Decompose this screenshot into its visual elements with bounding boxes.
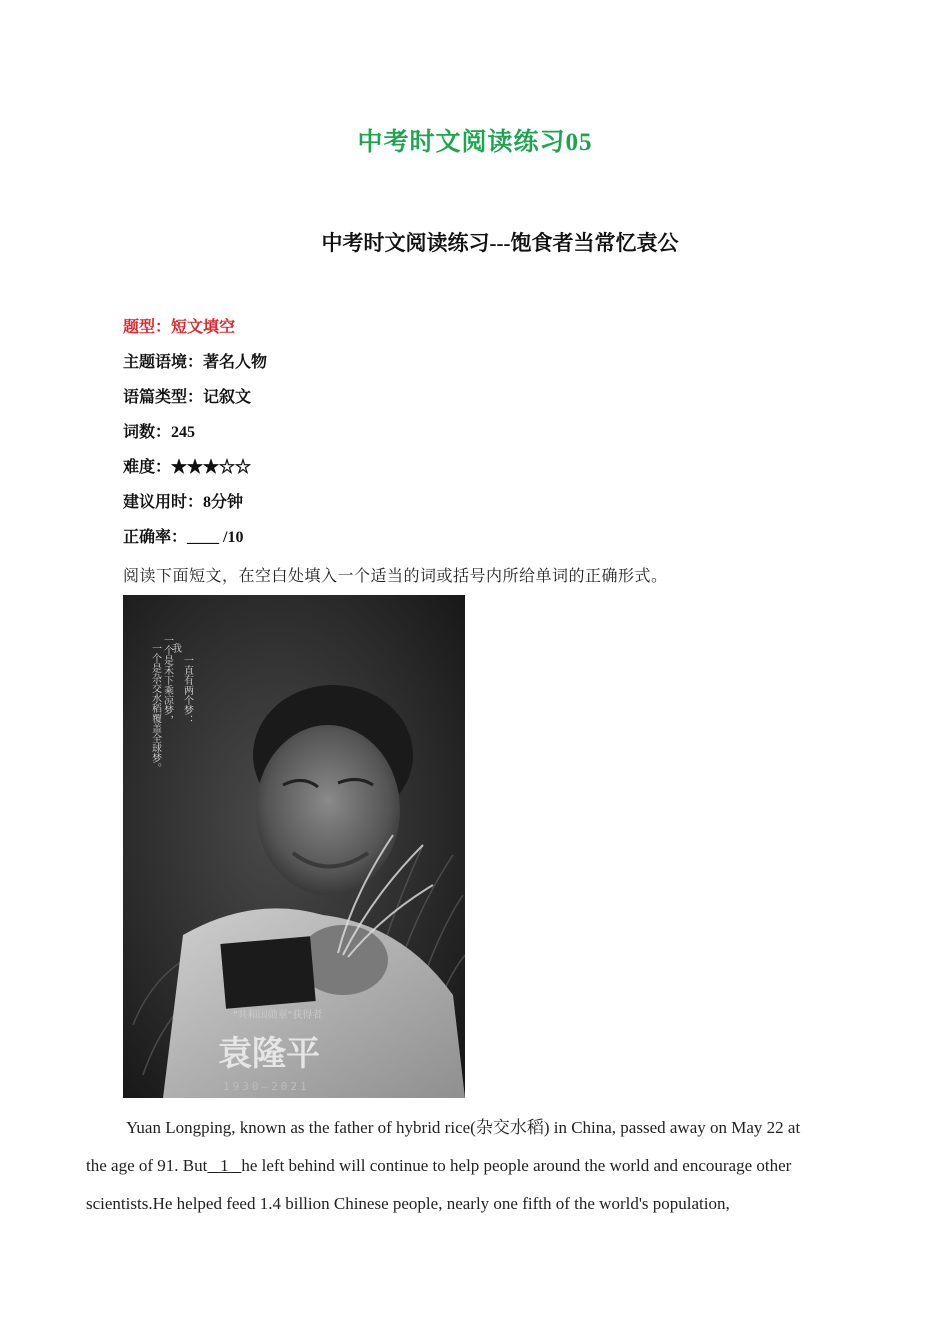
meta-difficulty: 难度：★★★☆☆ — [123, 459, 252, 476]
meta-word-count: 词数：245 — [123, 424, 196, 441]
reading-passage — [86, 1109, 866, 1223]
vertical-caption-1: 我 — [169, 643, 181, 653]
photo-years: 1930—2021 — [223, 1080, 310, 1093]
meta-text-type: 语篇类型：记叙文 — [123, 389, 252, 406]
photo-tagline: "共和国勋章"获得者 — [233, 1010, 323, 1021]
blank-1[interactable]: 1 — [207, 1156, 242, 1175]
passage-line: scientists.He helped feed 1.4 billion Chinese people, nearly one fifth of the world's population, — [86, 1194, 730, 1213]
passage-line: the age of 91. But 1 he left behind will continue to help people around the world and encourage other — [86, 1156, 792, 1175]
exercise-meta — [123, 315, 267, 560]
vertical-caption-4: 一个是杂交水稻覆盖全球梦。 — [149, 643, 161, 773]
vertical-caption-3: 一个是禾下乘凉梦， — [161, 635, 173, 725]
meta-suggested-time: 建议用时：8分钟 — [123, 494, 244, 511]
portrait-photo — [123, 595, 465, 1098]
page-title: 中考时文阅读练习05 — [357, 129, 593, 156]
instruction-text: 阅读下面短文，在空白处填入一个适当的词或括号内所给单词的正确形式。 — [123, 568, 668, 585]
vertical-caption-2: 一直有两个梦： — [181, 655, 193, 725]
passage-line: Yuan Longping, known as the father of hybrid rice(杂交水稻) in China, passed away on May 22 at — [126, 1118, 801, 1137]
difficulty-stars: ★★★☆☆ — [171, 459, 252, 476]
meta-theme-context: 主题语境：著名人物 — [123, 354, 268, 371]
meta-accuracy: 正确率：____ /10 — [123, 529, 244, 546]
article-subtitle: 中考时文阅读练习---饱食者当常忆袁公 — [321, 231, 679, 255]
meta-question-type: 题型：短文填空 — [123, 319, 236, 336]
photo-name: 袁隆平 — [218, 1034, 320, 1074]
